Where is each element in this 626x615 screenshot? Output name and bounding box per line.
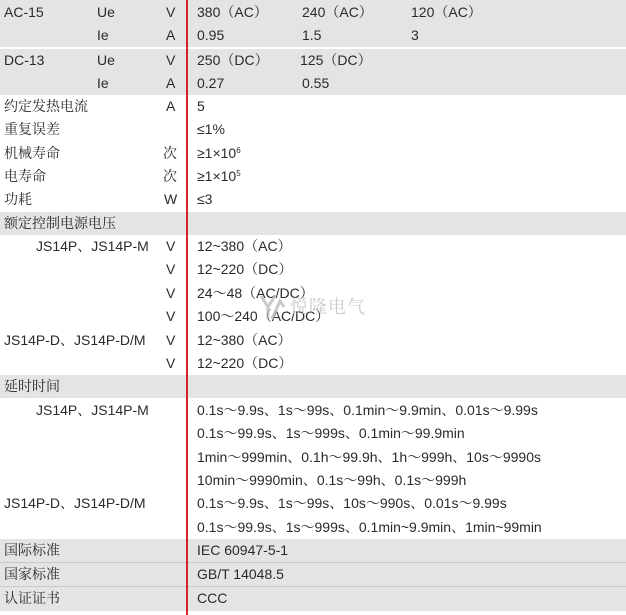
natl-standard-value: GB/T 14048.5 <box>197 566 284 582</box>
delay-model: JS14P-D、JS14P-D/M <box>4 495 146 511</box>
control-voltage-unit: V <box>166 238 176 254</box>
certification-value: CCC <box>197 590 228 606</box>
power-label: 功耗 <box>4 191 32 207</box>
mech-life-label: 机械寿命 <box>4 145 60 161</box>
certification-label: 认证证书 <box>4 590 60 606</box>
mech-life-unit: 次 <box>163 145 177 161</box>
thermal-current-unit: A <box>166 98 176 114</box>
ac15-ie-param: Ie <box>97 27 109 43</box>
dc13-ie-value: 0.55 <box>302 75 330 91</box>
ac15-block <box>0 0 626 47</box>
dc13-ie-unit: A <box>166 75 176 91</box>
dc13-label: DC-13 <box>4 52 45 68</box>
natl-standard-label: 国家标准 <box>4 566 60 582</box>
control-voltage-unit: V <box>166 308 176 324</box>
elec-life-label: 电寿命 <box>4 168 46 184</box>
repeat-error-value: ≤1% <box>197 121 225 137</box>
ac15-ue-value: 240（AC） <box>302 4 373 20</box>
delay-range: 0.1s～99.9s、1s～999s、0.1min~9.9min、1min~99min <box>197 519 542 535</box>
dc13-ue-value: 250（DC） <box>197 52 269 68</box>
elec-life-base: ≥1×10 <box>197 168 237 184</box>
delay-range: 1min～999min、0.1h～99.9h、1h～999h、10s～9990s <box>197 449 541 465</box>
delay-header <box>0 375 626 398</box>
mech-life-exponent: 6 <box>236 146 241 155</box>
delay-range: 0.1s～9.9s、1s～99s、0.1min～9.9min、0.01s～9.99s <box>197 402 538 418</box>
ac15-ie-value: 1.5 <box>302 27 322 43</box>
control-voltage-unit: V <box>166 261 176 277</box>
elec-life-value <box>197 165 241 188</box>
delay-model: JS14P、JS14P-M <box>36 402 149 418</box>
ac15-ue-value: 120（AC） <box>411 4 482 20</box>
power-unit: W <box>164 191 178 207</box>
delay-range: 0.1s～9.9s、1s～99s、10s～990s、0.01s～9.99s <box>197 495 507 511</box>
delay-range: 10min～9990min、0.1s～99h、0.1s～999h <box>197 472 467 488</box>
elec-life-exponent: 5 <box>236 169 241 178</box>
control-voltage-model: JS14P-D、JS14P-D/M <box>4 332 146 348</box>
control-voltage-unit: V <box>166 355 176 371</box>
thermal-current-label: 约定发热电流 <box>4 98 88 114</box>
dc13-ue-param: Ue <box>97 52 115 68</box>
control-voltage-value: 12~380（AC） <box>197 332 292 348</box>
column-divider-red <box>186 0 188 615</box>
control-voltage-title: 额定控制电源电压 <box>4 215 116 231</box>
dc13-ie-param: Ie <box>97 75 109 91</box>
control-voltage-unit: V <box>166 332 176 348</box>
certification-row <box>0 587 626 611</box>
control-voltage-value: 24～48（AC/DC） <box>197 285 314 301</box>
mech-life-value <box>197 142 241 165</box>
ac15-ue-param: Ue <box>97 4 115 20</box>
ac15-ie-value: 0.95 <box>197 27 225 43</box>
power-value: ≤3 <box>197 191 213 207</box>
control-voltage-model: JS14P、JS14P-M <box>36 238 149 254</box>
mech-life-base: ≥1×10 <box>197 145 237 161</box>
elec-life-unit: 次 <box>163 168 177 184</box>
delay-range: 0.1s～99.9s、1s～999s、0.1min～99.9min <box>197 425 465 441</box>
intl-standard-value: IEC 60947-5-1 <box>197 542 289 558</box>
control-voltage-value: 12~220（DC） <box>197 261 293 277</box>
intl-standard-row <box>0 539 626 562</box>
ac15-ie-value: 3 <box>411 27 419 43</box>
dc13-block <box>0 49 626 95</box>
control-voltage-value: 12~220（DC） <box>197 355 293 371</box>
control-voltage-value: 12~380（AC） <box>197 238 292 254</box>
watermark-text: 悦隆电气 <box>290 297 366 317</box>
dc13-ue-value: 125（DC） <box>300 52 372 68</box>
ac15-ie-unit: A <box>166 27 176 43</box>
control-voltage-header <box>0 212 626 235</box>
repeat-error-label: 重复误差 <box>4 121 60 137</box>
thermal-current-value: 5 <box>197 98 205 114</box>
control-voltage-unit: V <box>166 285 176 301</box>
dc13-ue-unit: V <box>166 52 176 68</box>
ac15-ue-value: 380（AC） <box>197 4 268 20</box>
natl-standard-row <box>0 563 626 586</box>
ac15-ue-unit: V <box>166 4 176 20</box>
ac15-label: AC-15 <box>4 4 44 20</box>
dc13-ie-value: 0.27 <box>197 75 225 91</box>
control-voltage-value: 100～240（AC/DC） <box>197 308 330 324</box>
delay-title: 延时时间 <box>4 378 60 394</box>
intl-standard-label: 国际标准 <box>4 542 60 558</box>
